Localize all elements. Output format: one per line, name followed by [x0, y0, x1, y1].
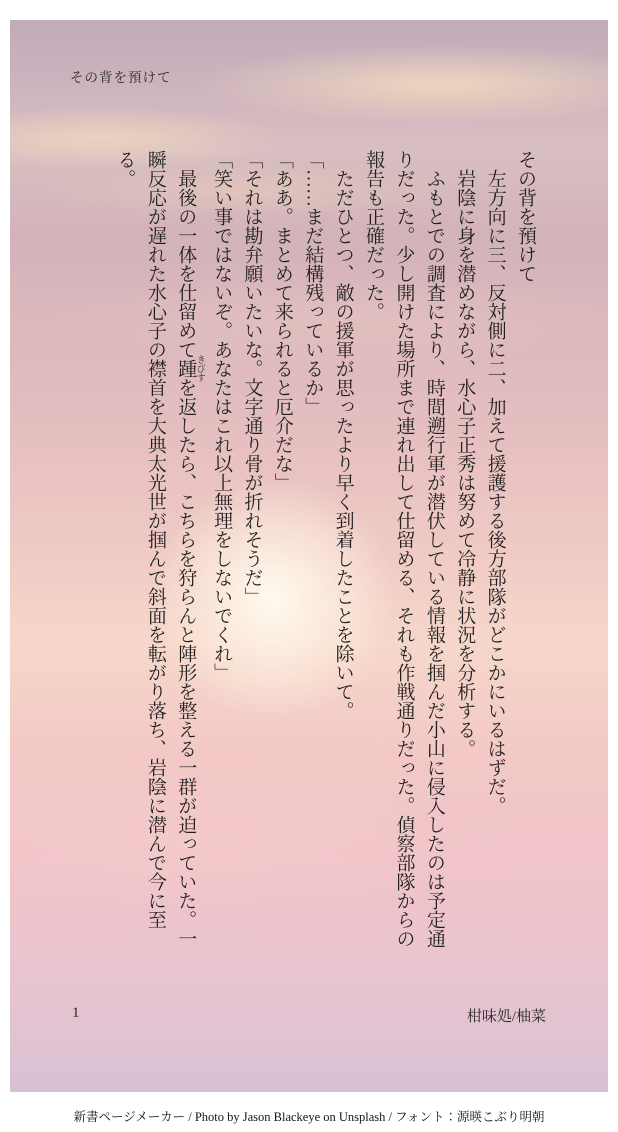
paragraph: ふもとでの調査により、時間遡行軍が潜伏している情報を掴んだ小山に侵入したのは予定通りだった。少し開けた場所まで連れ出して仕留める、それも作戦通りだった。偵察部隊からの報告も正確だった。 — [363, 150, 445, 948]
author-credit: 柑味処/柚菜 — [466, 1009, 546, 1025]
vertical-text-body — [109, 150, 540, 950]
page-number: 1 — [72, 1005, 80, 1021]
paragraph: 「ああ。まとめて来られると厄介だな」 — [271, 150, 293, 492]
paragraph: ただひとつ、敵の援軍が思ったより早く到着したことを除いて。 — [332, 169, 354, 720]
paragraph: 左方向に三、反対側に二、加えて援護する後方部隊がどこかにいるはずだ。 — [484, 169, 506, 815]
story-title-column: その背を預けて — [515, 150, 536, 283]
paragraph: 「……まだ結構残っているか」 — [302, 150, 324, 416]
ruby-annotation: 踵 きびす — [175, 355, 206, 382]
running-header-title: その背を預けて — [70, 70, 172, 85]
paragraph: 「それは勘弁願いたいな。文字通り骨が折れそうだ」 — [241, 150, 263, 606]
paragraph: 最後の一体を仕留めて踵 きびすを返したら、こちらを狩らんと陣形を整える一群が迫っていた。一瞬反応が遅れた水心子の襟首を大典太光世が掴んで斜面を転がり落ち、岩陰に潜んで今に至る。 — [114, 150, 206, 948]
paragraph: 「笑い事ではないぞ。あなたはこれ以上無理をしないでくれ」 — [211, 150, 233, 682]
background-photo — [10, 20, 608, 1092]
generator-credit-footer: 新書ページメーカー / Photo by Jason Blackeye on Unsplash / フォント：源暎こぶり明朝 — [73, 1110, 545, 1124]
paragraph: 岩陰に身を潜めながら、水心子正秀は努めて冷静に状況を分析する。 — [454, 169, 476, 758]
